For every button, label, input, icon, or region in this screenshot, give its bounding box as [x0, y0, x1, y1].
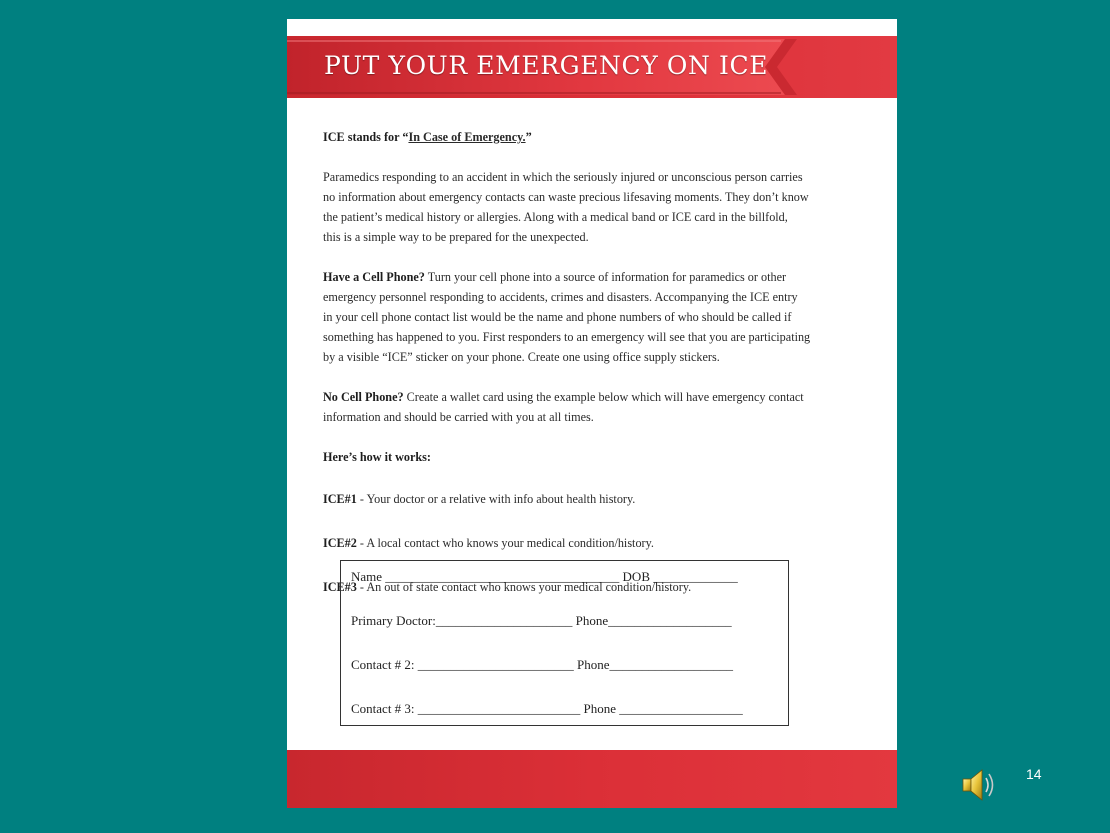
document-page [287, 19, 897, 808]
intro-paragraph [323, 127, 833, 147]
cell-phone-heading: Have a Cell Phone? [323, 270, 425, 284]
card-row-contact-2: Contact # 2: ________________________ Phone___________________ [351, 657, 734, 672]
ice-item [323, 531, 833, 555]
page-title: PUT YOUR EMERGENCY ON ICE [324, 51, 769, 80]
paragraph-line: information and should be carried with you at all times. [323, 410, 594, 424]
paragraph-line: the patient’s medical history or allergies. Along with a medical band or ICE card in the billfold, [323, 210, 788, 224]
ice-text: - Your doctor or a relative with info about health history. [356, 492, 636, 506]
paragraph-line: something has happened to you. First responders to an emergency will see that you are participating [323, 330, 811, 344]
paragraph-line: in your cell phone contact list would be the name and phone numbers of who should be called if [323, 310, 792, 324]
ice-label: ICE#1 [323, 492, 357, 506]
how-heading-text: Here’s how it works: [323, 450, 431, 464]
ice-label: ICE#2 [323, 536, 357, 550]
intro-suffix: ” [525, 130, 532, 144]
card-row-primary-doctor: Primary Doctor:_____________________ Phone___________________ [351, 613, 732, 628]
intro-term: In Case of Emergency. [408, 130, 526, 144]
no-cell-phone-paragraph [323, 387, 833, 427]
paragraph-line: emergency personnel responding to accidents, crimes and disasters. Accompanying the ICE entry [323, 290, 798, 304]
paramedics-paragraph [323, 167, 833, 247]
slide-number: 14 [1026, 766, 1042, 782]
paragraph-line: Turn your cell phone into a source of information for paramedics or other [424, 270, 787, 284]
ice-label: ICE#3 [323, 580, 357, 594]
paragraph-line: Create a wallet card using the example below which will have emergency contact [403, 390, 804, 404]
document-body [323, 127, 833, 619]
card-row-contact-3: Contact # 3: _________________________ Phone ___________________ [351, 701, 743, 716]
paragraph-line: by a visible “ICE” sticker on your phone. Create one using office supply stickers. [323, 350, 720, 364]
ice-text: - An out of state contact who knows your medical condition/history. [356, 580, 692, 594]
paragraph-line: no information about emergency contacts can waste precious lifesaving moments. They don’t know [323, 190, 809, 204]
no-cell-phone-heading: No Cell Phone? [323, 390, 404, 404]
footer-band [287, 750, 897, 808]
cell-phone-paragraph [323, 267, 833, 367]
title-ribbon [287, 36, 807, 98]
ice-item [323, 487, 833, 511]
intro-prefix: ICE stands for “ [323, 130, 409, 144]
paragraph-line: Paramedics responding to an accident in which the seriously injured or unconscious person carries [323, 170, 803, 184]
how-it-works-heading [323, 447, 833, 467]
card-row-name: Name ____________________________________ DOB _____________ [351, 569, 738, 584]
wallet-card [340, 560, 789, 726]
paragraph-line: this is a simple way to be prepared for the unexpected. [323, 230, 589, 244]
speaker-icon[interactable] [960, 766, 1000, 804]
ice-text: - A local contact who knows your medical condition/history. [356, 536, 654, 550]
